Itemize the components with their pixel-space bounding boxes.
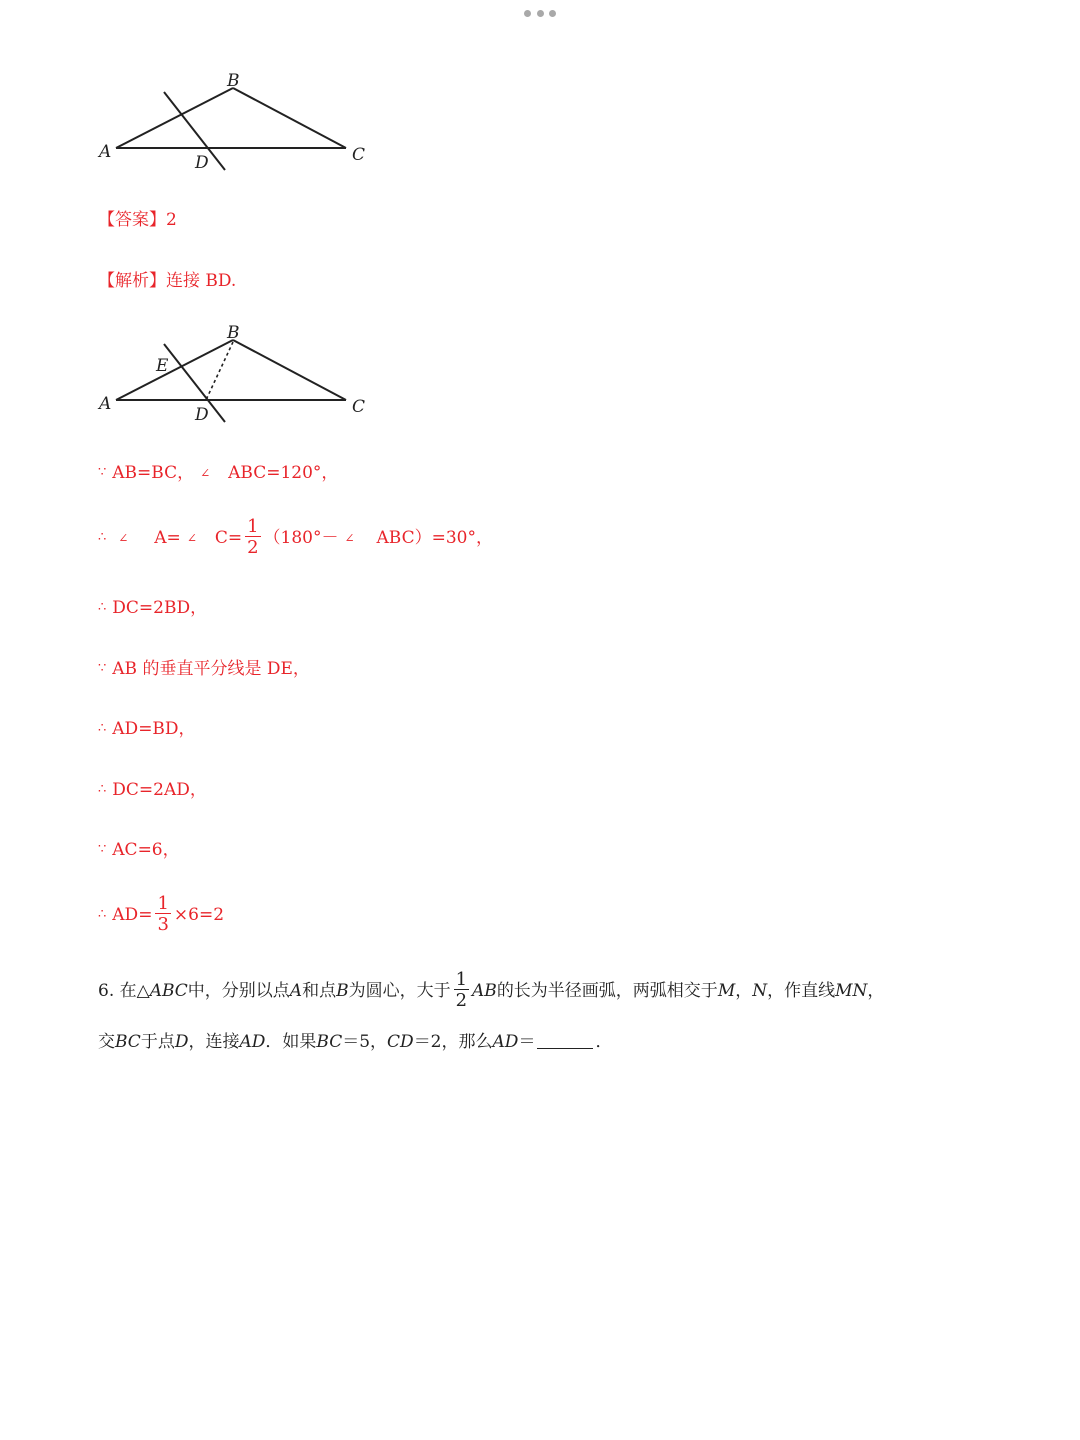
- q-var: D: [174, 1031, 189, 1052]
- label-c: C: [352, 397, 366, 417]
- step-1-text-a: AB=BC，: [112, 462, 195, 483]
- q-text: ＝2，那么: [413, 1031, 493, 1052]
- step-3-text: DC=2BD，: [112, 597, 208, 618]
- q-text: 和点: [302, 980, 337, 1001]
- q-text: 于点: [140, 1031, 175, 1052]
- step-2-text-a: A=: [154, 527, 181, 548]
- step-6-text: DC=2AD，: [112, 779, 207, 800]
- fraction-numerator: 1: [157, 893, 169, 914]
- angle-symbol: ∠: [118, 530, 129, 545]
- analysis-line: [98, 268, 236, 293]
- therefore-symbol: ∴: [98, 906, 107, 922]
- step-2-text-b: C=: [214, 527, 243, 548]
- therefore-symbol: ∴: [98, 781, 107, 797]
- triangle-figure-1: [90, 72, 380, 182]
- because-symbol: ∵: [98, 841, 107, 857]
- dot: [524, 10, 531, 17]
- fraction-one-half: [245, 518, 260, 557]
- triangle-figure-2: [90, 324, 380, 434]
- angle-symbol: ∠: [200, 465, 211, 480]
- step-1-text-b: ABC=120°，: [228, 462, 339, 483]
- q-var: M: [717, 980, 736, 1001]
- because-symbol: ∵: [98, 464, 107, 480]
- q-var: B: [336, 980, 349, 1001]
- question-6-line-1: [98, 971, 884, 1010]
- step-4-text: AB 的垂直平分线是 DE，: [112, 658, 310, 679]
- q-var: MN: [835, 980, 868, 1001]
- q-text: 交: [98, 1031, 115, 1052]
- step-6: [98, 777, 207, 802]
- step-7-text: AC=6，: [112, 839, 180, 860]
- dot: [549, 10, 556, 17]
- segment-ab: [116, 88, 233, 148]
- segment-bc: [233, 340, 346, 400]
- triangle-figure-1-svg: [90, 72, 380, 182]
- step-8: [98, 895, 224, 934]
- q-text: ＝5，: [342, 1031, 388, 1052]
- fraction-one-half: [454, 971, 469, 1010]
- fraction-numerator: 1: [455, 969, 468, 990]
- label-d: D: [195, 405, 209, 425]
- q-text: 的长为半径画弧，两弧相交于: [496, 980, 718, 1001]
- because-symbol: ∵: [98, 660, 107, 676]
- q-var: BC: [115, 1031, 141, 1052]
- label-b: B: [227, 323, 240, 343]
- label-b: B: [227, 71, 240, 91]
- step-2: [98, 518, 493, 557]
- step-8-text-a: AD=: [112, 904, 153, 925]
- step-8-text-b: ×6=2: [173, 904, 225, 925]
- q-text: ，连接: [188, 1031, 240, 1052]
- q-var: CD: [387, 1031, 414, 1052]
- fraction-denominator: 2: [455, 990, 468, 1011]
- segment-bc: [233, 88, 346, 148]
- q-text: 中，分别以点: [187, 980, 290, 1001]
- step-4: [98, 656, 310, 681]
- therefore-symbol: ∴: [98, 599, 107, 615]
- step-2-text-d: ABC）=30°，: [376, 527, 493, 548]
- step-2-text-c: （180°－: [263, 527, 339, 548]
- q-var: AB: [472, 980, 497, 1001]
- q-text: ，: [867, 980, 885, 1001]
- label-a: A: [99, 142, 112, 162]
- step-7: [98, 837, 180, 862]
- step-5-text: AD=BD，: [112, 718, 196, 739]
- therefore-symbol: ∴: [98, 720, 107, 736]
- label-d: D: [195, 153, 209, 173]
- answer-line: [98, 207, 177, 232]
- q-text: 6. 在△: [98, 980, 150, 1001]
- label-e: E: [156, 356, 169, 376]
- q-var: A: [289, 980, 303, 1001]
- q-var: BC: [316, 1031, 343, 1052]
- label-c: C: [352, 145, 366, 165]
- fraction-one-third: [155, 895, 170, 934]
- q-text: ，: [735, 980, 753, 1001]
- angle-symbol: ∠: [344, 530, 355, 545]
- q-text: ．: [595, 1031, 613, 1052]
- step-1: [98, 460, 338, 485]
- dot: [537, 10, 544, 17]
- step-5: [98, 716, 196, 741]
- q-text: ．如果: [265, 1031, 317, 1052]
- therefore-symbol: ∴: [98, 529, 107, 545]
- answer-value: 2: [166, 209, 177, 230]
- analysis-tag: 【解析】: [98, 270, 166, 291]
- fraction-denominator: 3: [157, 914, 169, 935]
- analysis-text: 连接 BD.: [166, 270, 237, 291]
- angle-symbol: ∠: [186, 530, 197, 545]
- q-text: ＝: [518, 1031, 536, 1052]
- q-var: N: [752, 980, 768, 1001]
- answer-blank[interactable]: [537, 1034, 593, 1049]
- answer-tag: 【答案】: [98, 209, 166, 230]
- question-6-line-2: [98, 1029, 612, 1054]
- fraction-denominator: 2: [247, 537, 259, 558]
- q-text: ，作直线: [767, 980, 836, 1001]
- q-var: ABC: [149, 980, 188, 1001]
- segment-ab: [116, 340, 233, 400]
- triangle-figure-2-svg: [90, 324, 380, 434]
- more-options-icon[interactable]: [524, 8, 556, 18]
- fraction-numerator: 1: [247, 516, 259, 537]
- label-a: A: [99, 394, 112, 414]
- q-text: 为圆心，大于: [348, 980, 451, 1001]
- q-var: AD: [492, 1031, 519, 1052]
- q-var: AD: [239, 1031, 266, 1052]
- step-3: [98, 595, 207, 620]
